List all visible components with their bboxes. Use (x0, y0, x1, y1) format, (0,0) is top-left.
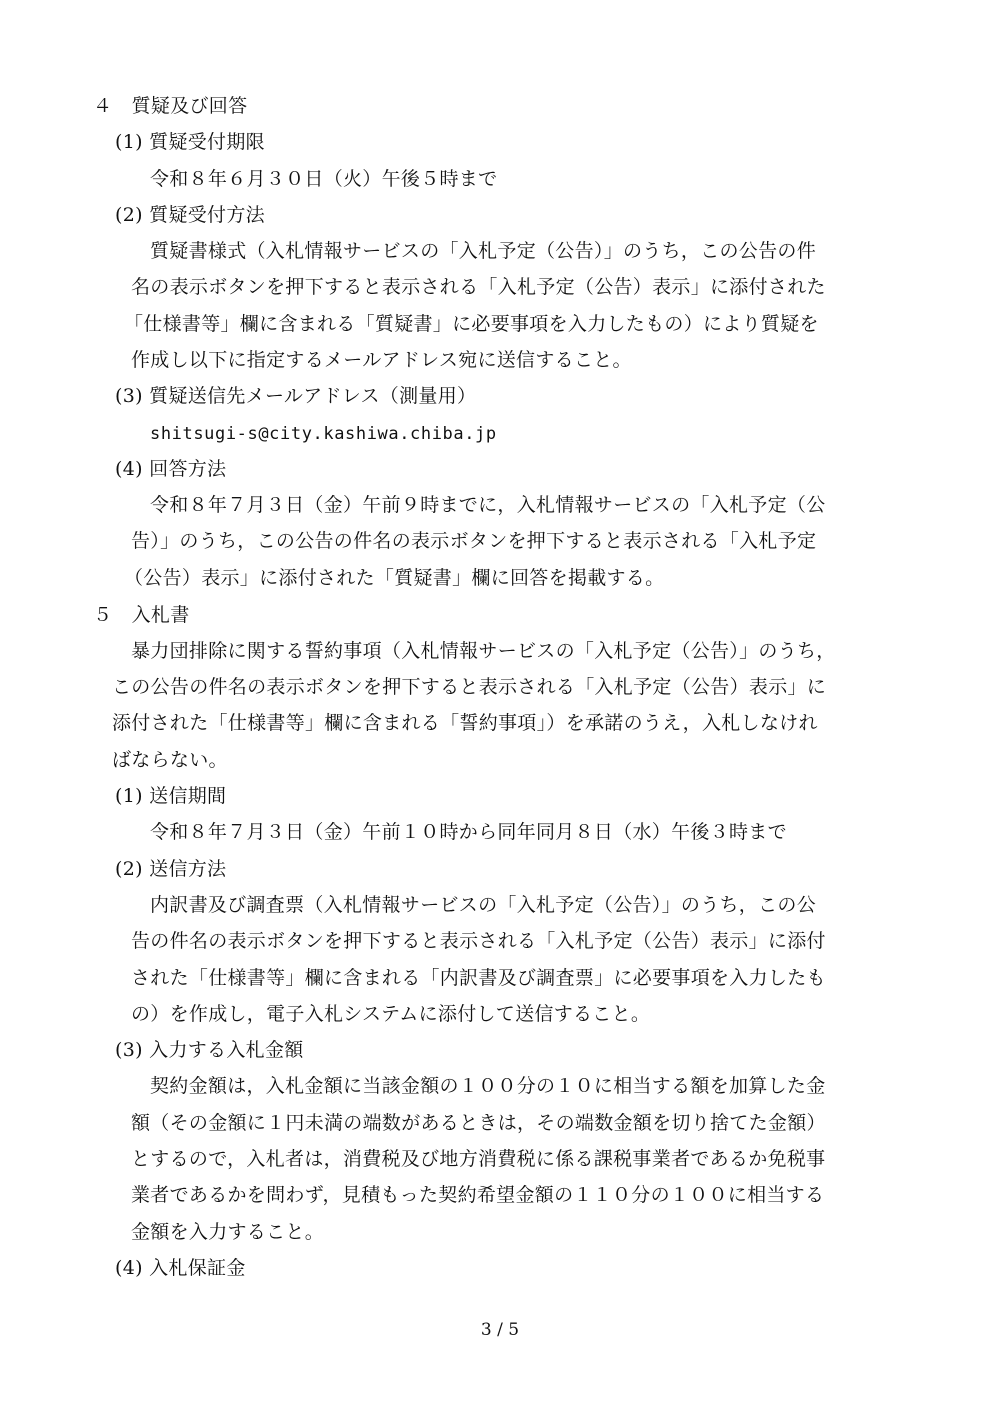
item-5-3-line: 契約金額は，入札金額に当該金額の１００分の１０に相当する額を加算した金 (150, 1075, 826, 1097)
section-5-heading: ５ 入札書 (93, 604, 190, 626)
item-4-3-heading: (3) 質疑送信先メールアドレス（測量用） (115, 385, 477, 407)
item-5-3-line: 業者であるかを問わず，見積もった契約希望金額の１１０分の１００に相当する (131, 1184, 825, 1206)
item-5-2-line: 告の件名の表示ボタンを押下すると表示される「入札予定（公告）表示」に添付 (131, 930, 826, 952)
item-5-2-line: された「仕様書等」欄に含まれる「内訳書及び調査票」に必要事項を入力したも (131, 967, 826, 989)
item-4-1-heading: (1) 質疑受付期限 (115, 131, 265, 153)
item-5-3-line: 額（その金額に１円未満の端数があるときは，その端数金額を切り捨てた金額） (131, 1112, 826, 1134)
page-number: 3 / 5 (480, 1320, 520, 1340)
item-5-1-body: 令和８年７月３日（金）午前１０時から同年同月８日（水）午後３時まで (150, 821, 787, 843)
item-4-2-line: 「仕様書等」欄に含まれる「質疑書」に必要事項を入力したもの）により質疑を (124, 313, 819, 335)
item-5-4-heading: (4) 入札保証金 (115, 1257, 246, 1279)
section-5-intro-line: この公告の件名の表示ボタンを押下すると表示される「入札予定（公告）表示」に (112, 676, 827, 698)
item-5-1-heading: (1) 送信期間 (115, 785, 227, 807)
item-4-2-line: 質疑書様式（入札情報サービスの「入札予定（公告）」のうち，この公告の件 (150, 240, 817, 262)
item-4-2-line: 名の表示ボタンを押下すると表示される「入札予定（公告）表示」に添付された (131, 276, 826, 298)
section-5-intro-line: 暴力団排除に関する誓約事項（入札情報サービスの「入札予定（公告）」のうち， (131, 640, 836, 662)
item-5-2-heading: (2) 送信方法 (115, 858, 227, 880)
section-5-intro-line: 添付された「仕様書等」欄に含まれる「誓約事項」）を承諾のうえ，入札しなけれ (112, 712, 818, 734)
email-address-link[interactable]: shitsugi-s@city.kashiwa.chiba.jp (150, 424, 497, 444)
item-5-3-line: とするので，入札者は，消費税及び地方消費税に係る課税事業者であるか免税事 (131, 1148, 826, 1170)
item-5-3-line: 金額を入力すること。 (131, 1221, 325, 1243)
item-5-2-line: 内訳書及び調査票（入札情報サービスの「入札予定（公告）」のうち，この公 (150, 894, 817, 916)
item-4-4-line: 令和８年７月３日（金）午前９時までに，入札情報サービスの「入札予定（公 (150, 494, 826, 516)
section-5-intro-line: ばならない。 (112, 749, 228, 771)
section-4-heading: ４ 質疑及び回答 (93, 95, 248, 117)
item-4-2-line: 作成し以下に指定するメールアドレス宛に送信すること。 (131, 349, 632, 371)
item-5-3-heading: (3) 入力する入札金額 (115, 1039, 304, 1061)
item-4-4-heading: (4) 回答方法 (115, 458, 227, 480)
item-4-2-heading: (2) 質疑受付方法 (115, 204, 265, 226)
item-5-2-line: の）を作成し，電子入札システムに添付して送信すること。 (131, 1003, 651, 1025)
item-4-4-line: （公告）表示」に添付された「質疑書」欄に回答を掲載する。 (124, 567, 665, 589)
item-4-4-line: 告）」のうち，この公告の件名の表示ボタンを押下すると表示される「入札予定 (131, 530, 817, 552)
item-4-1-body: 令和８年６月３０日（火）午後５時まで (150, 168, 498, 190)
